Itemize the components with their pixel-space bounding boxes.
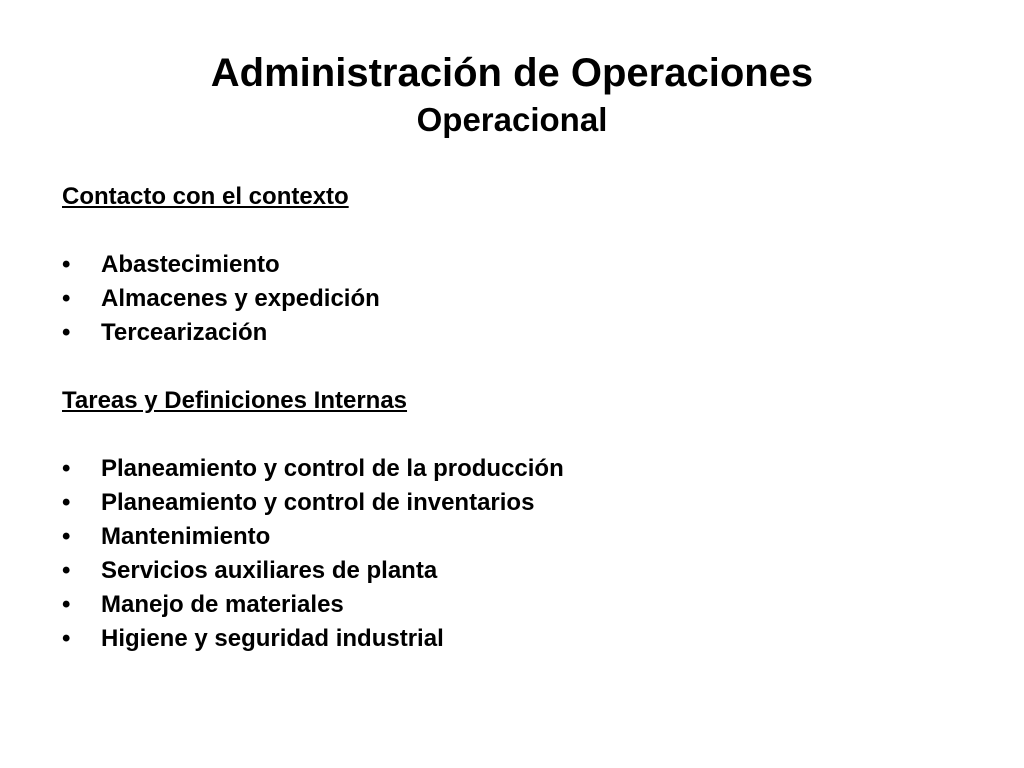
list-item bbox=[62, 520, 962, 554]
list-item bbox=[62, 622, 962, 656]
bullet-icon: • bbox=[62, 251, 71, 278]
list-item-text: Abastecimiento bbox=[101, 251, 280, 278]
bullet-icon: • bbox=[62, 285, 71, 312]
bullet-list bbox=[62, 248, 962, 350]
bullet-icon: • bbox=[62, 523, 71, 550]
list-item-text: Planeamiento y control de inventarios bbox=[101, 489, 535, 516]
bullet-icon: • bbox=[62, 455, 71, 482]
slide-title: Administración de Operaciones bbox=[210, 51, 814, 95]
spacer bbox=[62, 418, 962, 452]
bullet-icon: • bbox=[62, 591, 71, 618]
list-item bbox=[62, 588, 962, 622]
list-item bbox=[62, 452, 962, 486]
list-item-text: Servicios auxiliares de planta bbox=[101, 557, 438, 584]
section-heading: Contacto con el contexto bbox=[62, 183, 349, 210]
list-item bbox=[62, 316, 962, 350]
section-contacto bbox=[62, 180, 962, 350]
list-item bbox=[62, 486, 962, 520]
bullet-icon: • bbox=[62, 625, 71, 652]
list-item-text: Mantenimiento bbox=[101, 523, 271, 550]
spacer bbox=[62, 214, 962, 248]
list-item-text: Tercearización bbox=[101, 319, 268, 346]
slide-content bbox=[62, 180, 962, 656]
section-heading: Tareas y Definiciones Internas bbox=[62, 387, 408, 414]
bullet-icon: • bbox=[62, 557, 71, 584]
bullet-list bbox=[62, 452, 962, 656]
list-item bbox=[62, 248, 962, 282]
list-item-text: Almacenes y expedición bbox=[101, 285, 380, 312]
spacer bbox=[62, 350, 962, 384]
list-item-text: Planeamiento y control de la producción bbox=[101, 455, 564, 482]
list-item-text: Manejo de materiales bbox=[101, 591, 344, 618]
slide-subtitle: Operacional bbox=[416, 101, 608, 138]
list-item bbox=[62, 282, 962, 316]
list-item bbox=[62, 554, 962, 588]
bullet-icon: • bbox=[62, 319, 71, 346]
bullet-icon: • bbox=[62, 489, 71, 516]
list-item-text: Higiene y seguridad industrial bbox=[101, 625, 444, 652]
section-tareas bbox=[62, 384, 962, 656]
